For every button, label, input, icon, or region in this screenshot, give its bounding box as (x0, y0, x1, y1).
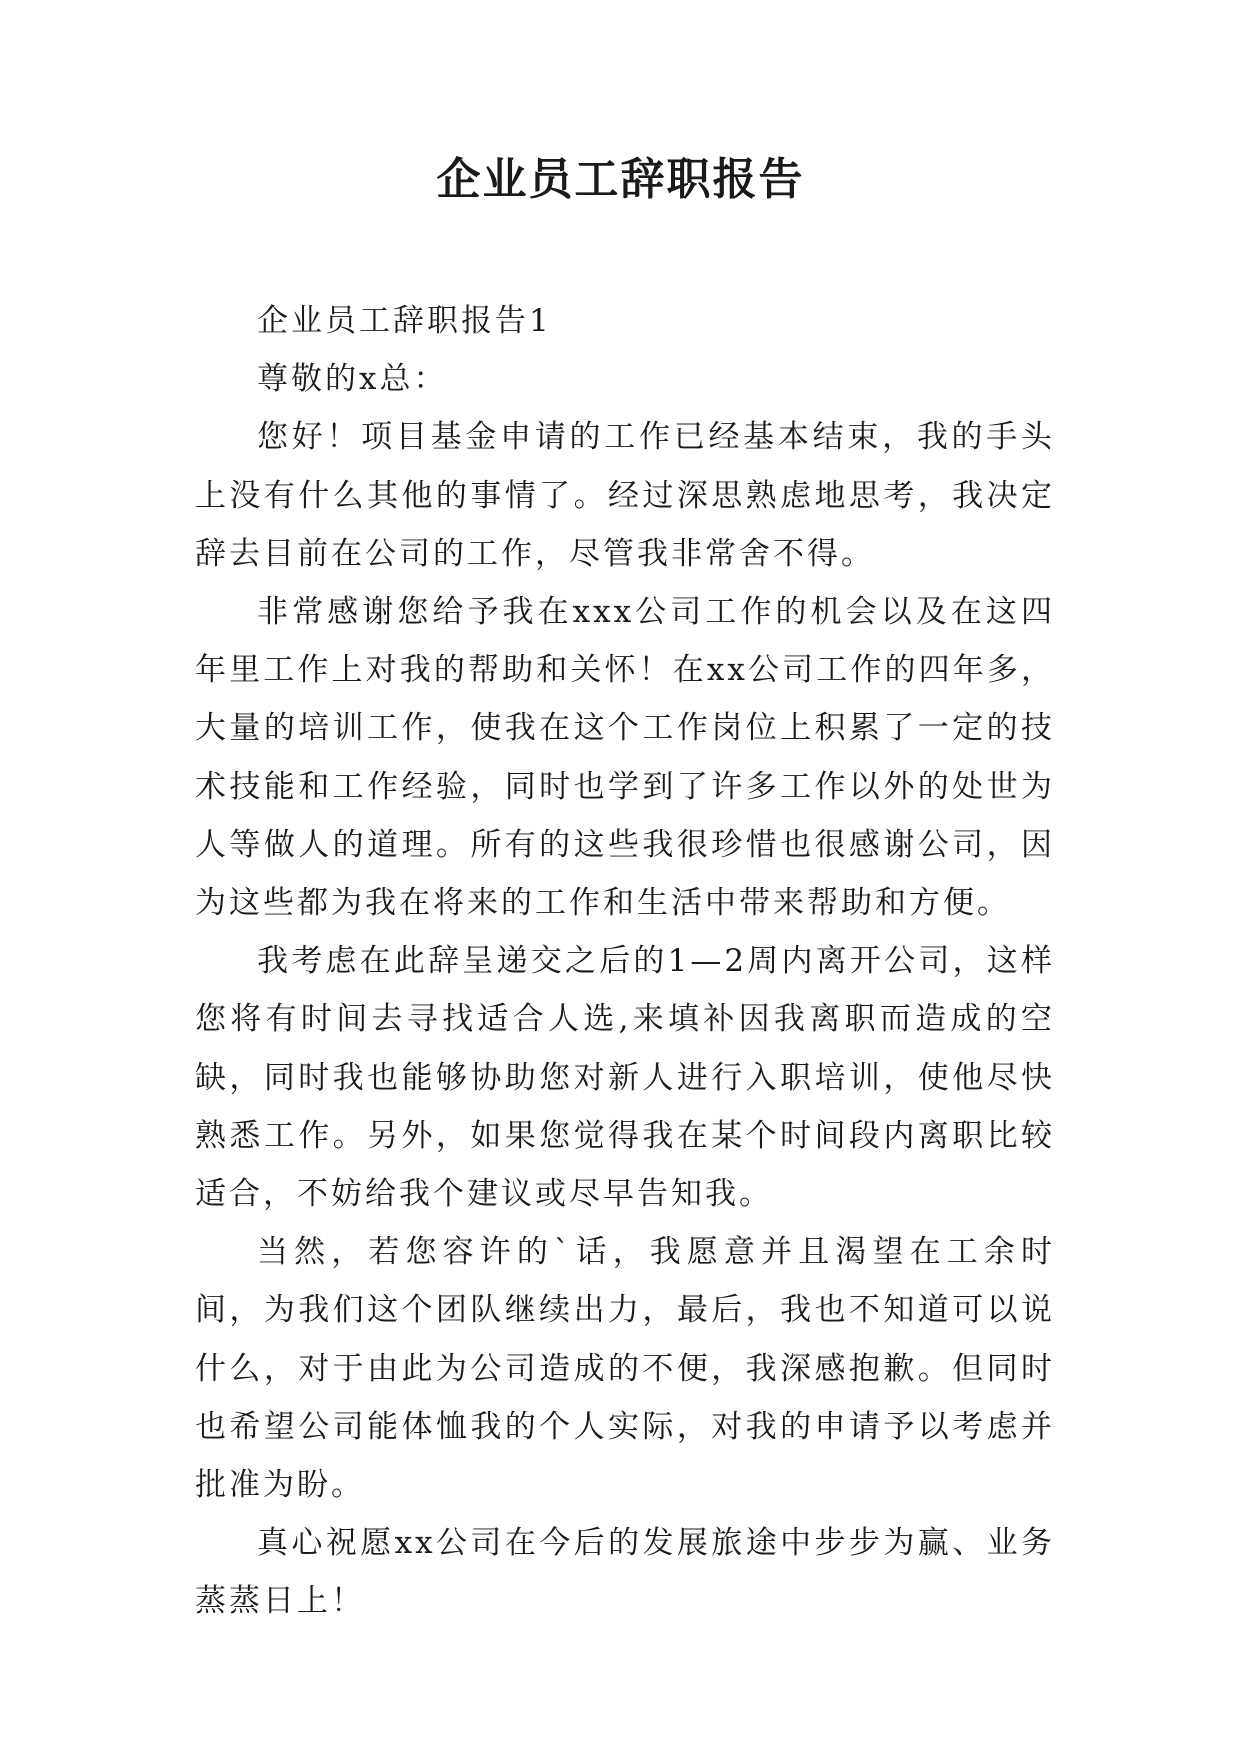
document-title: 企业员工辞职报告 (436, 154, 805, 205)
paragraph: 当然，若您容许的`话，我愿意并且渴望在工余时间，为我们这个团队继续出力，最后，我也不知道可以说什么，对于由此为公司造成的不便，我深感抱歉。但同时也希望公司能体恤我的个人实际，对我的申请予以考虑并批准为盼。 (195, 1234, 1055, 1504)
paragraph: 我考虑在此辞呈递交之后的1—2周内离开公司，这样您将有时间去寻找适合人选,来填补因我离职而造成的空缺，同时我也能够协助您对新人进行入职培训，使他尽快熟悉工作。另外，如果您觉得我在某个时间段内离职比较适合，不妨给我个建议或尽早告知我。 (195, 943, 1055, 1213)
paragraph-heading: 企业员工辞职报告1 (257, 303, 552, 339)
document-body (195, 292, 1055, 1631)
paragraph: 非常感谢您给予我在xxx公司工作的机会以及在这四年里工作上对我的帮助和关怀！在xx公司工作的四年多，大量的培训工作，使我在这个工作岗位上积累了一定的技术技能和工作经验，同时也学到了许多工作以外的处世为人等做人的道理。所有的这些我很珍惜也很感谢公司，因为这些都为我在将来的工作和生活中带来帮助和方便。 (195, 594, 1055, 922)
paragraph-closing: 真心祝愿xx公司在今后的发展旅途中步步为赢、业务蒸蒸日上！ (195, 1525, 1055, 1620)
paragraph: 您好！项目基金申请的工作已经基本结束，我的手头上没有什么其他的事情了。经过深思熟虑地思考，我决定辞去目前在公司的工作，尽管我非常舍不得。 (195, 419, 1055, 572)
paragraph-salutation: 尊敬的x总： (257, 361, 448, 398)
